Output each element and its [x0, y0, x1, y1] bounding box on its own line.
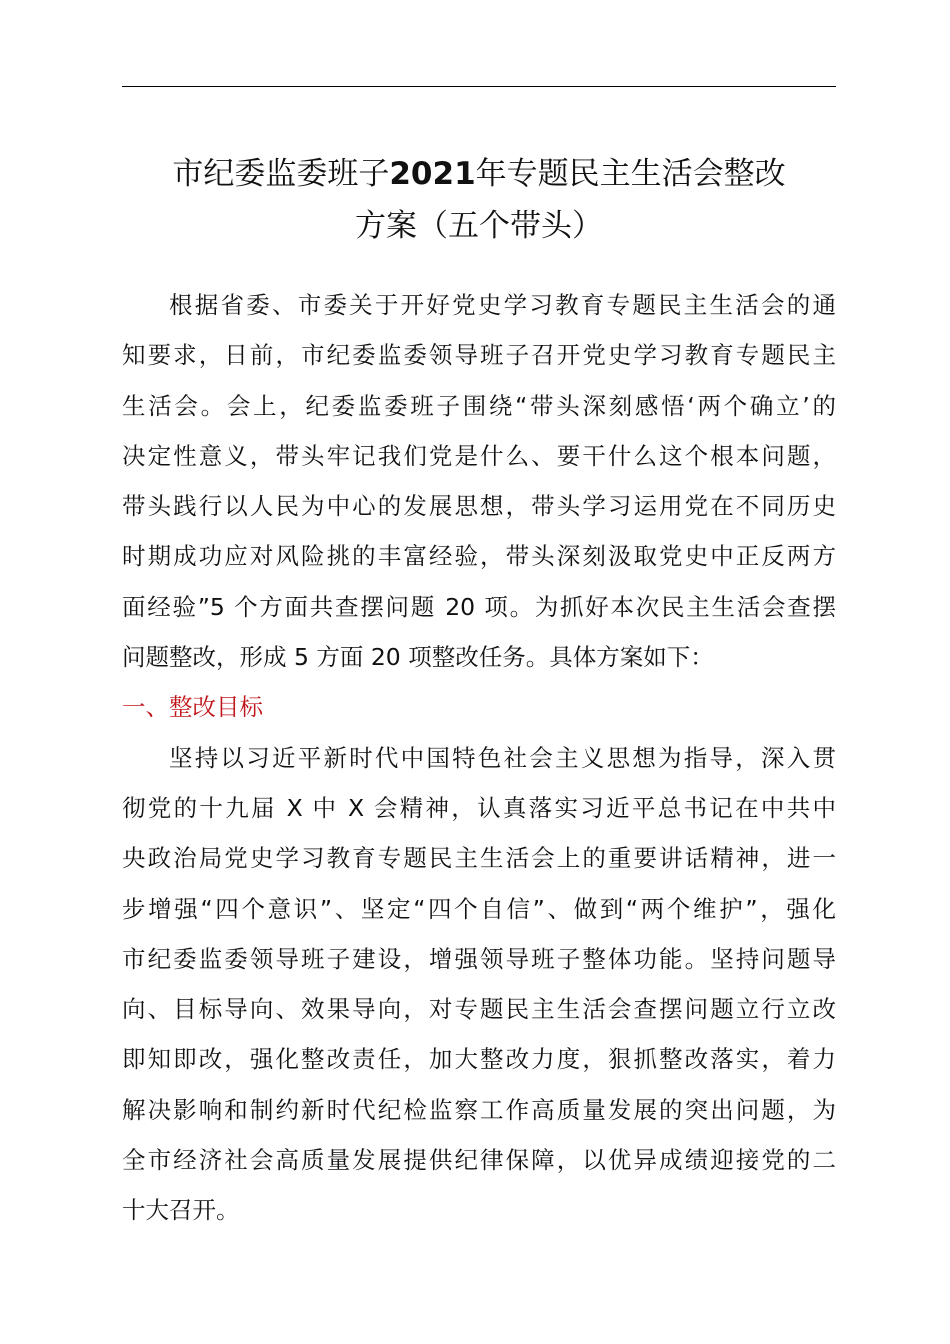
title-line-2: 方案（五个带头） — [355, 208, 603, 244]
paragraph-line: 央政治局党史学习教育专题民主生活会上的重要讲话精神，进一 — [122, 844, 836, 873]
paragraph-intro — [122, 280, 836, 682]
paragraph-line: 带头践行以人民为中心的发展思想，带头学习运用党在不同历史 — [122, 492, 836, 521]
document-title — [122, 148, 836, 252]
title-text-post: 年专题民主生活会整改 — [475, 156, 786, 192]
document-body — [122, 280, 836, 1236]
paragraph-goals — [122, 733, 836, 1236]
paragraph-line: 市纪委监委领导班子建设，增强领导班子整体功能。坚持问题导 — [122, 944, 836, 973]
paragraph-line: 全市经济社会高质量发展提供纪律保障，以优异成绩迎接党的二 — [122, 1146, 836, 1175]
paragraph-line: 生活会。会上，纪委监委班子围绕“带头深刻感悟‘两个确立’的 — [122, 391, 836, 420]
paragraph-line: 面经验”5 个方面共查摆问题 20 项。为抓好本次民主生活会查摆 — [122, 592, 836, 621]
paragraph-line: 问题整改，形成 5 方面 20 项整改任务。具体方案如下： — [122, 643, 714, 672]
header-rule — [122, 86, 836, 87]
paragraph-line: 根据省委、市委关于开好党史学习教育专题民主生活会的通 — [169, 291, 836, 319]
title-text-pre: 市纪委监委班子 — [172, 156, 390, 192]
paragraph-line: 坚持以习近平新时代中国特色社会主义思想为指导，深入贯 — [169, 743, 836, 772]
paragraph-line: 即知即改，强化整改责任，加大整改力度，狠抓整改落实，着力 — [122, 1045, 836, 1074]
title-line-1 — [122, 148, 836, 200]
paragraph-line: 向、目标导向、效果导向，对专题民主生活会查摆问题立行立改 — [122, 995, 836, 1024]
title-year: 2021 — [389, 156, 476, 192]
paragraph-line: 决定性意义，带头牢记我们党是什么、要干什么这个根本问题， — [122, 441, 836, 470]
paragraph-line: 十大召开。 — [122, 1196, 240, 1225]
paragraph-line: 知要求，日前，市纪委监委领导班子召开党史学习教育专题民主 — [122, 341, 836, 370]
paragraph-line: 解决影响和制约新时代纪检监察工作高质量发展的突出问题，为 — [122, 1095, 836, 1124]
paragraph-line: 步增强“四个意识”、坚定“四个自信”、做到“两个维护”，强化 — [122, 894, 836, 923]
section-heading-goals: 一、整改目标 — [122, 693, 263, 722]
paragraph-line: 时期成功应对风险挑的丰富经验，带头深刻汲取党史中正反两方 — [122, 542, 836, 571]
paragraph-line: 彻党的十九届 X 中 X 会精神，认真落实习近平总书记在中共中 — [122, 793, 836, 822]
